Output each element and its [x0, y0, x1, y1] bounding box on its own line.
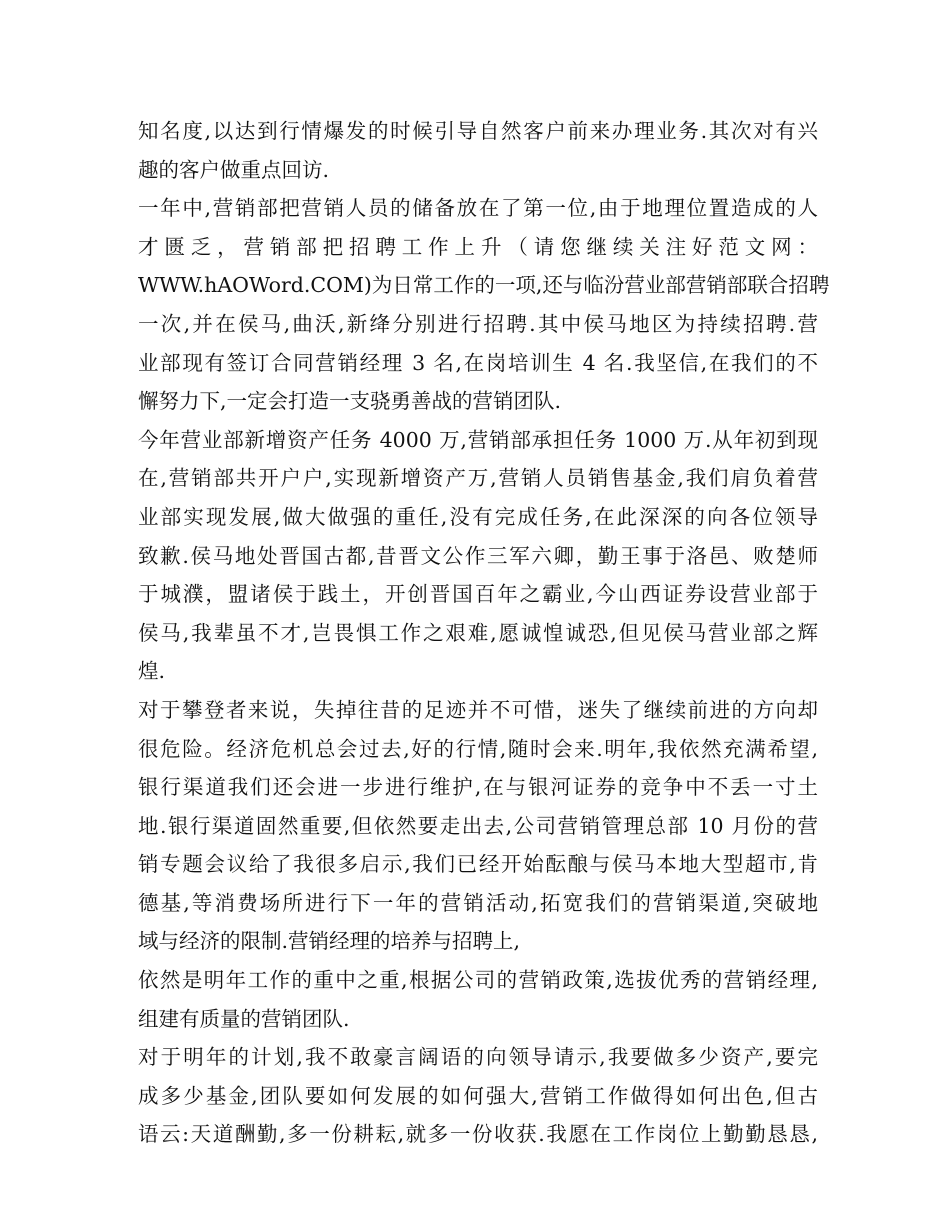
- text-line: 域与经济的限制.营销经理的培养与招聘上,: [138, 929, 521, 954]
- text-line: 业部实现发展,做大做强的重任,没有完成任务,在此深深的向各位领导: [138, 504, 818, 529]
- text-line: 德基,等消费场所进行下一年的营销活动,拓宽我们的营销渠道,突破地: [138, 890, 818, 915]
- text-line: 知名度,以达到行情爆发的时候引导自然客户前来办理业务.其次对有兴: [138, 119, 818, 143]
- text-line: 组建有质量的营销团队.: [138, 1006, 350, 1031]
- text-line: 懈努力下,一定会打造一支骁勇善战的营销团队.: [138, 389, 562, 414]
- document-body: [138, 112, 830, 1154]
- text-line: 煌.: [138, 659, 166, 684]
- text-line: 趣的客户做重点回访.: [138, 157, 330, 182]
- text-line: 销专题会议给了我很多启示,我们已经开始酝酿与侯马本地大型超市,肯: [138, 852, 818, 877]
- text-line: 语云:天道酬勤,多一份耕耘,就多一份收获.我愿在工作岗位上勤勤恳恳,: [138, 1122, 818, 1147]
- text-line: 致歉.侯马地处晋国古都,昔晋文公作三军六卿，勤王事于洛邑、败楚师: [138, 543, 818, 568]
- text-line: WWW.hAOWord.COM)为日常工作的一项,还与临汾营业部营销部联合招聘: [138, 273, 830, 298]
- text-line: 对于攀登者来说，失掉往昔的足迹并不可惜，迷失了继续前进的方向却: [138, 697, 818, 722]
- text-line: 业部现有签订合同营销经理 3 名,在岗培训生 4 名.我坚信,在我们的不: [138, 350, 818, 375]
- text-line: 一次,并在侯马,曲沃,新绛分别进行招聘.其中侯马地区为持续招聘.营: [138, 311, 818, 336]
- text-line: 一年中,营销部把营销人员的储备放在了第一位,由于地理位置造成的人: [138, 196, 818, 221]
- text-line: 侯马,我辈虽不才,岂畏惧工作之艰难,愿诚惶诚恐,但见侯马营业部之辉: [138, 620, 818, 645]
- text-line: 地.银行渠道固然重要,但依然要走出去,公司营销管理总部 10 月份的营: [138, 813, 818, 838]
- text-line: 对于明年的计划,我不敢豪言阔语的向领导请示,我要做多少资产,要完: [138, 1045, 818, 1070]
- text-line: 依然是明年工作的重中之重,根据公司的营销政策,选拔优秀的营销经理,: [138, 968, 818, 993]
- text-line: 才匮乏，营销部把招聘工作上升（请您继续关注好范文网：: [138, 234, 818, 259]
- text-line: 很危险。经济危机总会过去,好的行情,随时会来.明年,我依然充满希望,: [138, 736, 818, 761]
- text-line: 在,营销部共开户户,实现新增资产万,营销人员销售基金,我们肩负着营: [138, 466, 818, 491]
- text-line: 今年营业部新增资产任务 4000 万,营销部承担任务 1000 万.从年初到现: [138, 427, 818, 452]
- text-line: 银行渠道我们还会进一步进行维护,在与银河证券的竞争中不丢一寸土: [138, 775, 818, 800]
- text-line: 于城濮，盟诸侯于践土，开创晋国百年之霸业,今山西证券设营业部于: [138, 582, 818, 607]
- text-line: 成多少基金,团队要如何发展的如何强大,营销工作做得如何出色,但古: [138, 1083, 818, 1108]
